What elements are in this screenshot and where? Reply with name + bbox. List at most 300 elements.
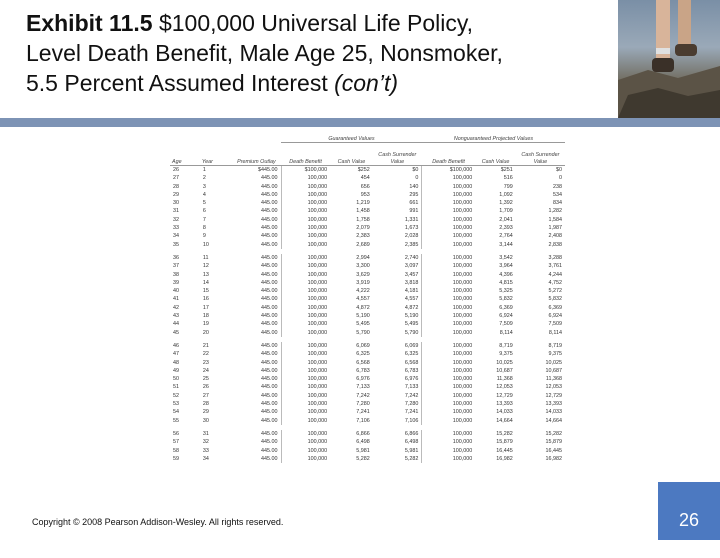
table-cell: 33	[202, 447, 209, 454]
exhibit-table-image	[170, 133, 565, 503]
right-margin	[658, 127, 720, 482]
table-cell: 445.00	[261, 175, 278, 182]
table-row	[170, 174, 565, 182]
table-cell: 6,866	[404, 430, 419, 437]
table-cell: 25	[202, 376, 209, 383]
table-cell: 8,114	[548, 329, 562, 336]
table-cell: 3,288	[548, 254, 562, 261]
page-number-box	[658, 482, 720, 540]
table-row	[170, 191, 565, 199]
table-cell: 3	[202, 183, 206, 190]
table-cell: 100,000	[422, 455, 475, 463]
table-cell: 445.00	[261, 321, 278, 328]
table-cell: 5,981	[404, 447, 419, 454]
copyright-notice: Copyright © 2008 Pearson Addison-Wesley. All rights reserved.	[32, 517, 284, 527]
table-cell: 2,041	[499, 216, 513, 223]
table-cell: 37	[173, 263, 179, 270]
table-row	[170, 320, 565, 328]
table-cell: 1	[202, 167, 206, 173]
table-cell: 8,719	[548, 342, 562, 349]
column-header-row	[170, 143, 565, 166]
universal-life-table	[170, 133, 565, 463]
table-cell: 31	[173, 208, 179, 215]
table-cell: 100,000	[422, 359, 475, 367]
table-cell: 0	[559, 175, 562, 182]
table-cell: 7,133	[404, 384, 419, 391]
table-cell: 5,981	[356, 447, 370, 454]
table-cell: 6,069	[404, 342, 419, 349]
table-row	[170, 304, 565, 312]
table-cell: 100,000	[422, 408, 475, 416]
table-cell: 445.00	[261, 191, 278, 198]
table-cell: 100,000	[422, 430, 475, 438]
table-row	[170, 342, 565, 350]
table-cell: 100,000	[422, 295, 475, 303]
table-cell: 29	[202, 409, 209, 416]
table-cell: 100,000	[422, 279, 475, 287]
table-cell: 4,752	[548, 279, 562, 286]
page-number: 26	[678, 510, 700, 530]
table-cell: 12,053	[545, 384, 562, 391]
table-row	[170, 183, 565, 191]
table-cell: 10	[202, 241, 209, 248]
title-line-1: $100,000 Universal Life Policy,	[152, 10, 474, 36]
table-cell: 445.00	[261, 384, 278, 391]
table-cell: 100,000	[422, 174, 475, 182]
table-cell: 30	[202, 417, 209, 424]
table-cell: 445.00	[261, 447, 278, 454]
table-cell: 2,740	[404, 254, 419, 261]
table-cell: 991	[409, 208, 419, 215]
table-cell: 10,687	[496, 367, 513, 374]
table-cell: 100,000	[281, 207, 330, 215]
table-cell: 100,000	[281, 430, 330, 438]
table-cell: 12,053	[496, 384, 513, 391]
table-cell: 445.00	[261, 254, 278, 261]
table-row	[170, 367, 565, 375]
table-cell: 445.00	[261, 409, 278, 416]
table-cell: 100,000	[281, 183, 330, 191]
table-cell: 5,282	[404, 455, 419, 462]
table-cell: 3,964	[499, 263, 513, 270]
table-cell: 2	[202, 175, 206, 182]
table-cell: 445.00	[261, 304, 278, 311]
table-cell: 5,190	[356, 313, 370, 320]
table-cell: 445.00	[261, 216, 278, 223]
table-cell: 100,000	[281, 367, 330, 375]
table-cell: 2,689	[356, 241, 370, 248]
table-cell: 445.00	[261, 392, 278, 399]
table-row	[170, 166, 565, 175]
table-cell: 445.00	[261, 225, 278, 232]
table-row	[170, 455, 565, 463]
table-row	[170, 447, 565, 455]
group-header-guaranteed: Guaranteed Values	[281, 133, 422, 143]
table-cell: 100,000	[281, 287, 330, 295]
table-cell: 100,000	[422, 287, 475, 295]
table-cell: 2,838	[548, 241, 562, 248]
table-row	[170, 232, 565, 240]
table-cell: 2,079	[356, 225, 370, 232]
table-cell: 445.00	[261, 183, 278, 190]
table-cell: 35	[173, 241, 179, 248]
table-cell: 4	[202, 191, 206, 198]
table-row	[170, 329, 565, 337]
table-cell: 5,790	[404, 329, 419, 336]
table-cell: 100,000	[281, 329, 330, 337]
title-divider	[0, 118, 720, 127]
table-cell: 100,000	[281, 447, 330, 455]
table-cell: 48	[173, 359, 179, 366]
table-cell: 1,331	[404, 216, 419, 223]
table-cell: 4,244	[548, 271, 562, 278]
table-cell: 100,000	[281, 312, 330, 320]
table-cell: 100,000	[422, 342, 475, 350]
table-row	[170, 287, 565, 295]
table-cell: 100,000	[281, 383, 330, 391]
table-cell: 6,498	[404, 439, 419, 446]
table-cell: 12,729	[545, 392, 562, 399]
table-cell: 6,568	[404, 359, 419, 366]
table-cell: 31	[202, 430, 209, 437]
table-cell: 5,190	[404, 313, 419, 320]
table-cell: 14,033	[496, 409, 513, 416]
table-cell: 24	[202, 367, 209, 374]
table-cell: 100,000	[281, 295, 330, 303]
table-cell: 2,994	[356, 254, 370, 261]
table-cell: 9,375	[548, 351, 562, 358]
table-cell: 9,375	[499, 351, 513, 358]
title-continued: (con’t)	[334, 70, 399, 96]
table-cell: 59	[173, 455, 179, 462]
table-cell: 445.00	[261, 359, 278, 366]
column-header: Age	[170, 143, 200, 166]
table-cell: $0	[556, 167, 562, 173]
table-cell: 7,280	[356, 401, 370, 408]
table-cell: 7,241	[356, 409, 370, 416]
table-cell: 47	[173, 351, 179, 358]
table-cell: 100,000	[281, 174, 330, 182]
table-cell: 445.00	[261, 342, 278, 349]
table-cell: 36	[173, 254, 179, 261]
table-cell: 445.00	[261, 296, 278, 303]
table-cell: 7,106	[356, 417, 370, 424]
table-cell: 3,097	[404, 263, 419, 270]
table-cell: 11,368	[545, 376, 562, 383]
table-cell: 6,069	[356, 342, 370, 349]
table-cell: 7,242	[404, 392, 419, 399]
table-cell: 3,542	[499, 254, 513, 261]
table-cell: 3,300	[356, 263, 370, 270]
table-cell: 28	[202, 401, 209, 408]
table-cell: 100,000	[422, 262, 475, 270]
table-cell: 11	[202, 254, 209, 261]
table-cell: 100,000	[281, 342, 330, 350]
table-cell: 445.00	[261, 233, 278, 240]
table-cell: 2,393	[499, 225, 513, 232]
table-cell: 1,282	[548, 208, 562, 215]
table-cell: 7	[202, 216, 206, 223]
table-cell: 445.00	[261, 263, 278, 270]
table-cell: 445.00	[261, 313, 278, 320]
table-cell: 238	[553, 183, 562, 190]
table-cell: 445.00	[261, 271, 278, 278]
table-cell: 33	[173, 225, 179, 232]
group-header-blank	[170, 133, 281, 143]
table-cell: 445.00	[261, 288, 278, 295]
table-cell: 100,000	[422, 383, 475, 391]
table-cell: 100,000	[281, 271, 330, 279]
table-row	[170, 417, 565, 425]
table-cell: $0	[412, 167, 419, 173]
table-cell: 45	[173, 329, 179, 336]
column-header: Cash Value	[330, 143, 373, 166]
table-cell: 834	[553, 200, 562, 207]
table-cell: 7,241	[404, 409, 419, 416]
table-cell: 516	[503, 175, 513, 182]
table-cell: 5,272	[548, 288, 562, 295]
table-cell: 55	[173, 417, 179, 424]
table-cell: 100,000	[281, 224, 330, 232]
table-cell: 6,866	[356, 430, 370, 437]
table-cell: 445.00	[261, 376, 278, 383]
table-cell: 100,000	[281, 400, 330, 408]
table-cell: 100,000	[422, 216, 475, 224]
table-cell: 22	[202, 351, 209, 358]
table-cell: 445.00	[261, 439, 278, 446]
table-cell: 100,000	[281, 241, 330, 249]
table-cell: 661	[409, 200, 419, 207]
table-cell: 100,000	[281, 455, 330, 463]
column-header: Premium Outlay	[232, 143, 281, 166]
table-cell: 100,000	[422, 350, 475, 358]
table-cell: 100,000	[422, 232, 475, 240]
table-cell: 6,369	[548, 304, 562, 311]
table-cell: 26	[202, 384, 209, 391]
hiker-photo	[618, 0, 720, 118]
table-cell: $251	[500, 167, 513, 173]
table-cell: 6,568	[356, 359, 370, 366]
table-cell: 1,987	[548, 225, 562, 232]
table-cell: 7,280	[404, 401, 419, 408]
table-cell: 100,000	[422, 312, 475, 320]
table-row	[170, 241, 565, 249]
table-cell: 4,872	[404, 304, 419, 311]
table-cell: 5,495	[356, 321, 370, 328]
table-cell: 4,222	[356, 288, 370, 295]
table-cell: 5	[202, 200, 206, 207]
table-cell: 6,976	[356, 376, 370, 383]
table-cell: 445.00	[261, 455, 278, 462]
table-cell: 100,000	[281, 279, 330, 287]
table-cell: 100,000	[422, 224, 475, 232]
table-cell: 445.00	[261, 401, 278, 408]
table-cell: 100,000	[422, 447, 475, 455]
table-cell: 445.00	[261, 329, 278, 336]
table-cell: 12,729	[496, 392, 513, 399]
table-row	[170, 400, 565, 408]
table-cell: 4,557	[404, 296, 419, 303]
table-cell: $100,000	[422, 166, 475, 175]
table-cell: 534	[553, 191, 562, 198]
table-cell: 7,106	[404, 417, 419, 424]
table-row	[170, 350, 565, 358]
table-cell: 5,832	[499, 296, 513, 303]
table-cell: 6,783	[404, 367, 419, 374]
table-cell: 40	[173, 288, 179, 295]
table-cell: 953	[360, 191, 370, 198]
table-cell: 100,000	[422, 367, 475, 375]
table-cell: 100,000	[281, 350, 330, 358]
table-cell: 100,000	[281, 408, 330, 416]
table-cell: 1,092	[499, 191, 513, 198]
table-cell: 0	[415, 175, 419, 182]
table-cell: 1,219	[356, 200, 370, 207]
table-row	[170, 279, 565, 287]
table-cell: 14	[202, 279, 209, 286]
table-cell: 2,028	[404, 233, 419, 240]
table-cell: 16,445	[496, 447, 513, 454]
table-cell: 6,325	[356, 351, 370, 358]
table-cell: 100,000	[422, 207, 475, 215]
table-cell: 5,832	[548, 296, 562, 303]
table-cell: 1,673	[404, 225, 419, 232]
table-cell: 6	[202, 208, 206, 215]
table-cell: 2,764	[499, 233, 513, 240]
table-cell: 13,393	[545, 401, 562, 408]
column-header: Cash Surrender Value	[516, 143, 565, 166]
table-cell: 8,719	[499, 342, 513, 349]
table-cell: 445.00	[261, 200, 278, 207]
table-cell: 4,815	[499, 279, 513, 286]
table-cell: 2,408	[548, 233, 562, 240]
table-cell: 13,393	[496, 401, 513, 408]
table-row	[170, 430, 565, 438]
table-cell: 100,000	[422, 199, 475, 207]
table-cell: 140	[409, 183, 419, 190]
table-cell: 54	[173, 409, 179, 416]
table-cell: 15,282	[496, 430, 513, 437]
table-cell: 21	[202, 342, 209, 349]
table-cell: 3,919	[356, 279, 370, 286]
table-cell: 16,982	[545, 455, 562, 462]
table-cell: 100,000	[422, 304, 475, 312]
table-cell: 1,458	[356, 208, 370, 215]
table-cell: 100,000	[281, 375, 330, 383]
table-row	[170, 262, 565, 270]
table-cell: 57	[173, 439, 179, 446]
table-cell: 44	[173, 321, 179, 328]
table-row	[170, 438, 565, 446]
table-cell: 100,000	[281, 216, 330, 224]
table-cell: 15,879	[545, 439, 562, 446]
column-header: Cash Value	[475, 143, 516, 166]
table-cell: 10,687	[545, 367, 562, 374]
table-cell: 2,383	[356, 233, 370, 240]
table-cell: 14,664	[545, 417, 562, 424]
table-row	[170, 207, 565, 215]
table-cell: 9	[202, 233, 206, 240]
group-header-nonguaranteed: Nonguaranteed Projected Values	[422, 133, 565, 143]
table-cell: 100,000	[281, 417, 330, 425]
table-cell: $252	[357, 167, 370, 173]
table-cell: 100,000	[281, 262, 330, 270]
table-cell: 14,033	[545, 409, 562, 416]
table-cell: 10,025	[545, 359, 562, 366]
table-cell: 53	[173, 401, 179, 408]
title-line-3: 5.5 Percent Assumed Interest	[26, 70, 335, 96]
table-body	[170, 166, 565, 464]
table-cell: 58	[173, 447, 179, 454]
table-cell: 1,758	[356, 216, 370, 223]
table-cell: 51	[173, 384, 179, 391]
table-cell: 32	[202, 439, 209, 446]
table-cell: 16	[202, 296, 209, 303]
table-cell: 7,509	[548, 321, 562, 328]
table-cell: 100,000	[422, 254, 475, 262]
table-cell: 32	[173, 216, 179, 223]
table-cell: 16,445	[545, 447, 562, 454]
table-cell: 49	[173, 367, 179, 374]
table-cell: 3,629	[356, 271, 370, 278]
table-cell: 46	[173, 342, 179, 349]
table-cell: 26	[173, 167, 179, 173]
table-row	[170, 254, 565, 262]
title-line-2: Level Death Benefit, Male Age 25, Nonsmoker,	[26, 40, 503, 66]
table-cell: 8	[202, 225, 206, 232]
table-cell: 19	[202, 321, 209, 328]
table-cell: 23	[202, 359, 209, 366]
table-cell: 445.00	[261, 279, 278, 286]
table-cell: 3,144	[499, 241, 513, 248]
table-cell: 52	[173, 392, 179, 399]
slide-title	[26, 8, 596, 98]
table-row	[170, 199, 565, 207]
table-cell: 3,761	[548, 263, 562, 270]
table-cell: 100,000	[422, 191, 475, 199]
exhibit-label: Exhibit 11.5	[26, 10, 153, 36]
table-cell: 5,790	[356, 329, 370, 336]
table-cell: 100,000	[422, 271, 475, 279]
table-cell: 13	[202, 271, 209, 278]
table-cell: 10,025	[496, 359, 513, 366]
column-header: Death Benefit	[422, 143, 475, 166]
table-cell: 295	[409, 191, 419, 198]
table-cell: 100,000	[281, 320, 330, 328]
table-cell: 100,000	[422, 329, 475, 337]
table-cell: 6,325	[404, 351, 419, 358]
hiker-legs-image	[618, 0, 720, 118]
table-cell: 7,242	[356, 392, 370, 399]
table-cell: 15	[202, 288, 209, 295]
table-cell: 5,282	[356, 455, 370, 462]
table-cell: 100,000	[422, 375, 475, 383]
table-cell: 27	[202, 392, 209, 399]
table-cell: 2,385	[404, 241, 419, 248]
table-cell: $445.00	[258, 167, 278, 173]
table-cell: 18	[202, 313, 209, 320]
group-header-row	[170, 133, 565, 143]
table-cell: 16,982	[496, 455, 513, 462]
table-cell: 30	[173, 200, 179, 207]
table-cell: $100,000	[281, 166, 330, 175]
table-cell: 445.00	[261, 430, 278, 437]
table-cell: 100,000	[422, 183, 475, 191]
table-cell: 56	[173, 430, 179, 437]
table-cell: 42	[173, 304, 179, 311]
table-row	[170, 216, 565, 224]
table-row	[170, 375, 565, 383]
